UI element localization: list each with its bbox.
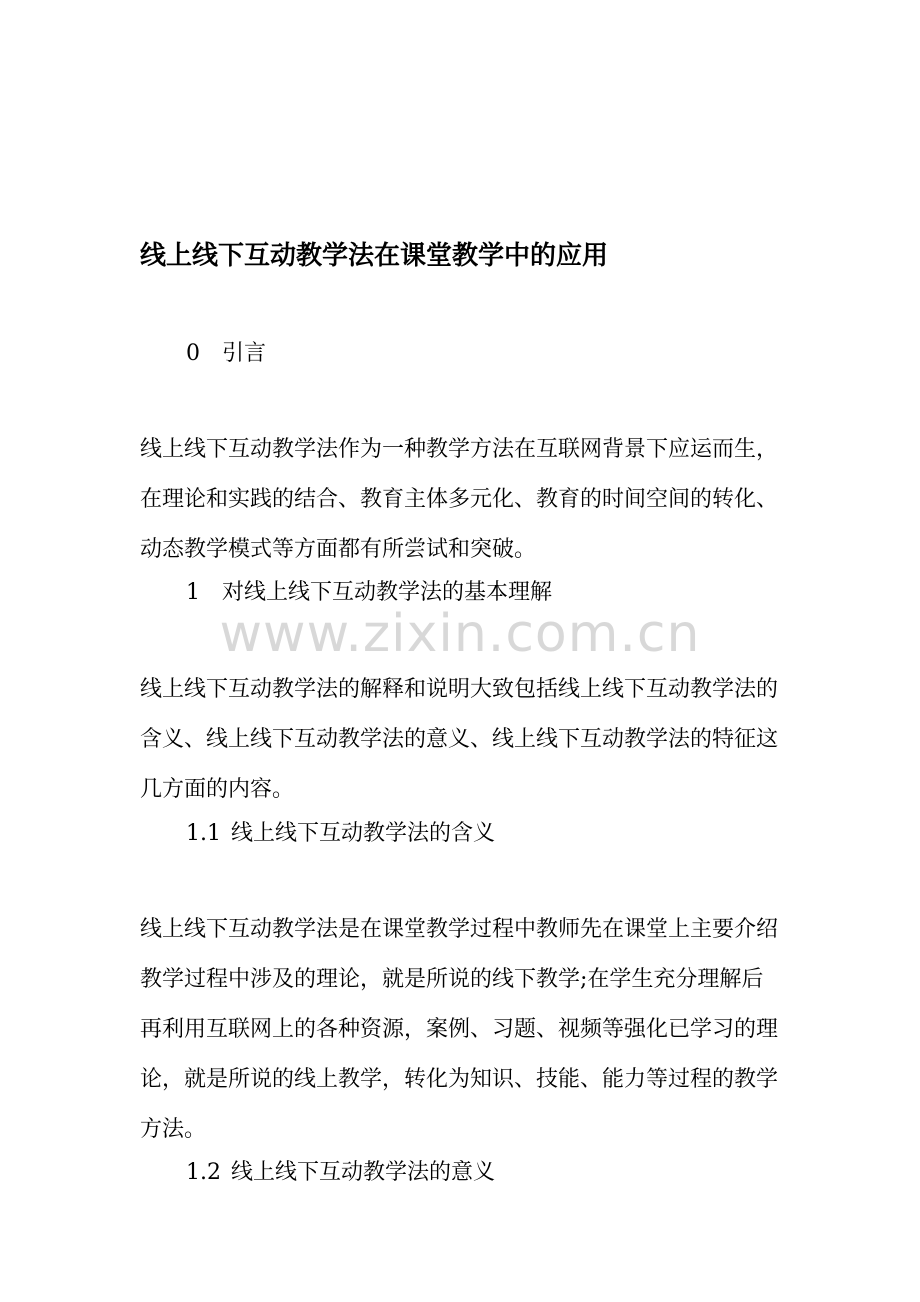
section-heading-1 [186, 577, 552, 609]
section-number: 1.1 [186, 821, 221, 846]
section-heading-0 [186, 338, 266, 370]
section-heading-1-1 [186, 818, 495, 850]
section-title: 线上线下互动教学法的意义 [231, 1160, 496, 1185]
section-number: 1 [186, 580, 200, 605]
document-title: 线上线下互动教学法在课堂教学中的应用 [140, 241, 609, 271]
paragraph: 线上线下互动教学法是在课堂教学过程中教师先在课堂上主要介绍教学过程中涉及的理论，就是所说的线下教学;在学生充分理解后再利用互联网上的各种资源，案例、习题、视频等强化已学习的理论，就是所说的线上教学，转化为知识、技能、能力等过程的教学方法。 [140, 917, 779, 1142]
paragraph: 线上线下互动教学法的解释和说明大致包括线上线下互动教学法的含义、线上线下互动教学法的意义、线上线下互动教学法的特征这几方面的内容。 [140, 677, 779, 802]
watermark: www.zixin.com.cn [219, 604, 701, 664]
section-number: 0 [186, 341, 200, 366]
section-title: 引言 [222, 341, 267, 366]
section-number: 1.2 [186, 1160, 221, 1185]
section-title: 对线上线下互动教学法的基本理解 [222, 580, 553, 605]
section-heading-1-2 [186, 1157, 495, 1189]
paragraph: 线上线下互动教学法作为一种教学方法在互联网背景下应运而生，在理论和实践的结合、教育主体多元化、教育的时间空间的转化、动态教学模式等方面都有所尝试和突破。 [140, 437, 779, 562]
section-title: 线上线下互动教学法的含义 [231, 821, 496, 846]
